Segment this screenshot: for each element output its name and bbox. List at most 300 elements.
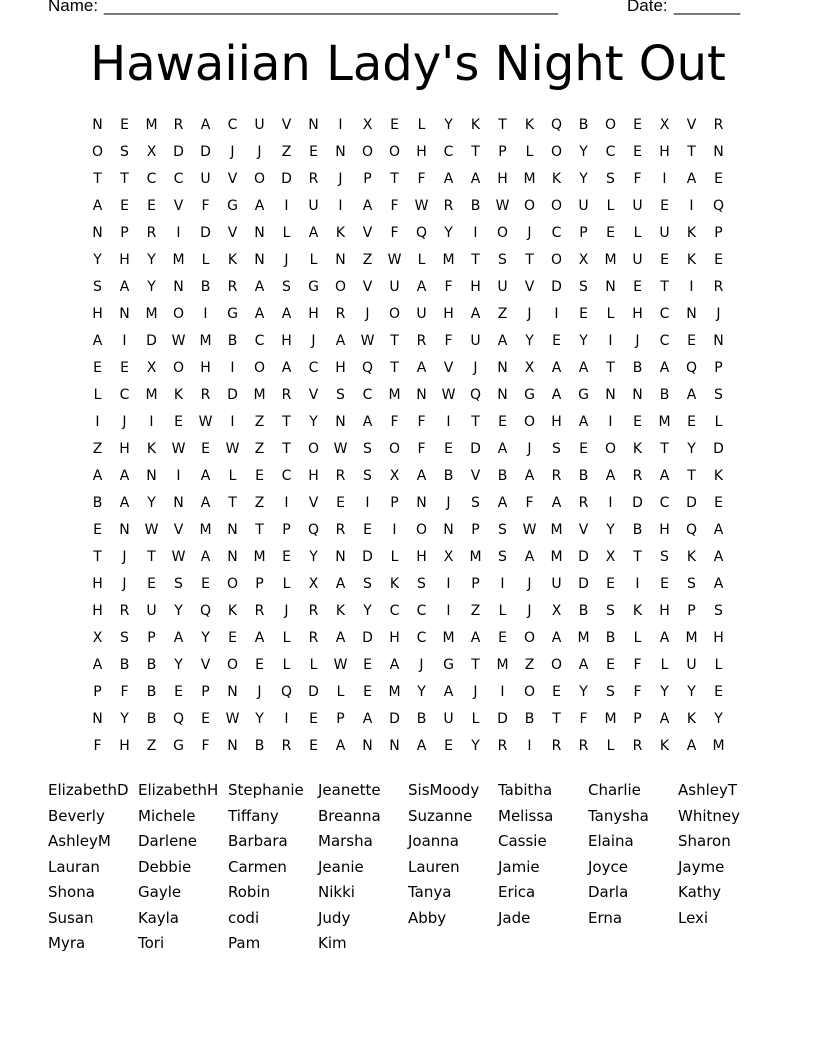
grid-letter: V — [362, 279, 373, 295]
grid-letter: A — [686, 387, 697, 403]
grid-letter: O — [604, 441, 617, 457]
grid-letter: E — [444, 441, 453, 457]
grid-letter: J — [257, 684, 262, 700]
grid-letter: Z — [92, 441, 103, 457]
grid-letter: A — [254, 198, 265, 214]
grid-letter: S — [120, 630, 129, 646]
grid-letter: E — [714, 171, 723, 187]
grid-letter: E — [606, 576, 615, 592]
grid-letter: N — [443, 522, 454, 538]
grid-letter: Y — [174, 603, 183, 619]
grid-letter: A — [416, 279, 427, 295]
grid-letter: C — [254, 333, 265, 349]
grid-letter: P — [201, 684, 210, 700]
grid-letter: E — [390, 117, 399, 133]
word-list — [48, 778, 768, 958]
grid-letter: F — [444, 333, 453, 349]
grid-letter: O — [226, 576, 239, 592]
word-list-item: SisMoody — [408, 781, 480, 799]
grid-letter: T — [471, 657, 480, 673]
grid-letter: A — [389, 657, 400, 673]
word-list-item: Shona — [48, 883, 95, 901]
grid-letter: K — [632, 441, 643, 457]
grid-letter: X — [551, 603, 562, 619]
grid-letter: A — [659, 468, 670, 484]
grid-letter: D — [578, 549, 589, 565]
grid-letter: N — [227, 684, 238, 700]
grid-letter: I — [284, 495, 289, 511]
word-list-item: Lauran — [48, 857, 100, 876]
grid-letter: E — [201, 576, 210, 592]
grid-letter: R — [335, 306, 346, 322]
grid-letter: Z — [146, 738, 157, 754]
grid-letter: H — [551, 414, 562, 430]
grid-letter: E — [282, 549, 291, 565]
grid-letter: N — [92, 117, 103, 133]
grid-letter: T — [606, 360, 615, 376]
grid-letter: B — [605, 630, 616, 646]
grid-letter: D — [470, 441, 481, 457]
grid-letter: K — [686, 252, 697, 268]
grid-letter: C — [173, 171, 184, 187]
grid-letter: W — [333, 657, 348, 673]
grid-letter: N — [605, 387, 616, 403]
grid-letter: E — [498, 630, 507, 646]
grid-letter: B — [254, 738, 265, 754]
grid-letter: E — [255, 657, 264, 673]
grid-letter: P — [498, 144, 507, 160]
grid-letter: W — [414, 198, 429, 214]
grid-letter: A — [470, 630, 481, 646]
grid-letter: M — [523, 171, 536, 187]
grid-letter: I — [95, 414, 100, 430]
grid-letter: S — [363, 576, 372, 592]
page-title: Hawaiian Lady's Night Out — [90, 36, 726, 92]
grid-letter: K — [146, 441, 157, 457]
grid-letter: O — [496, 225, 509, 241]
grid-letter: I — [662, 171, 667, 187]
grid-letter: O — [226, 657, 239, 673]
grid-letter: X — [578, 252, 589, 268]
word-list-item: Barbara — [228, 832, 288, 850]
grid-letter: A — [335, 738, 346, 754]
grid-letter: J — [527, 576, 532, 592]
grid-letter: J — [284, 603, 289, 619]
grid-letter: M — [388, 684, 401, 700]
grid-letter: E — [579, 441, 588, 457]
grid-letter: R — [551, 468, 562, 484]
grid-letter: A — [92, 468, 103, 484]
grid-letter: Z — [281, 144, 292, 160]
grid-letter: Q — [172, 711, 185, 727]
grid-letter: P — [471, 576, 480, 592]
grid-letter: F — [525, 495, 534, 511]
grid-letter: M — [685, 630, 698, 646]
grid-letter: F — [120, 684, 129, 700]
grid-letter: K — [524, 117, 535, 133]
grid-letter: H — [119, 738, 130, 754]
grid-letter: O — [388, 441, 401, 457]
grid-letter: S — [606, 684, 615, 700]
grid-letter: K — [686, 711, 697, 727]
grid-letter: C — [227, 117, 238, 133]
grid-letter: T — [228, 495, 237, 511]
grid-letter: I — [176, 468, 181, 484]
grid-letter: D — [146, 333, 157, 349]
grid-letter: P — [390, 495, 399, 511]
grid-letter: N — [254, 225, 265, 241]
grid-letter: I — [608, 414, 613, 430]
grid-letter: L — [309, 252, 318, 268]
word-list-item: codi — [228, 908, 260, 927]
grid-letter: A — [92, 198, 103, 214]
grid-letter: C — [119, 387, 130, 403]
grid-letter: O — [523, 630, 536, 646]
grid-letter: Z — [254, 495, 265, 511]
grid-letter: V — [227, 225, 238, 241]
grid-letter: A — [416, 468, 427, 484]
grid-letter: P — [120, 225, 129, 241]
grid-letter: D — [227, 387, 238, 403]
grid-letter: A — [551, 495, 562, 511]
grid-letter: B — [146, 711, 157, 727]
grid-letter: I — [554, 306, 559, 322]
grid-letter: J — [365, 306, 370, 322]
grid-letter: W — [495, 198, 510, 214]
grid-letter: O — [172, 360, 185, 376]
grid-letter: A — [416, 360, 427, 376]
grid-letter: C — [146, 171, 157, 187]
grid-letter: I — [338, 198, 343, 214]
grid-letter: A — [362, 711, 373, 727]
grid-letter: Z — [362, 252, 373, 268]
grid-letter: J — [122, 576, 127, 592]
grid-letter: E — [606, 225, 615, 241]
grid-letter: W — [522, 522, 537, 538]
grid-letter: I — [608, 333, 613, 349]
grid-letter: M — [577, 630, 590, 646]
grid-letter: E — [687, 414, 696, 430]
word-list-item: Susan — [48, 908, 94, 927]
grid-letter: A — [443, 684, 454, 700]
word-list-item: Cassie — [498, 832, 547, 850]
grid-letter: J — [716, 306, 721, 322]
grid-letter: O — [388, 306, 401, 322]
grid-letter: O — [253, 360, 266, 376]
grid-letter: T — [390, 171, 399, 187]
grid-letter: B — [578, 468, 589, 484]
grid-letter: K — [173, 387, 184, 403]
grid-letter: N — [416, 387, 427, 403]
grid-letter: E — [552, 333, 561, 349]
letter-grid — [84, 112, 732, 760]
grid-letter: P — [633, 711, 642, 727]
grid-letter: N — [119, 522, 130, 538]
grid-letter: H — [308, 468, 319, 484]
grid-letter: W — [198, 414, 213, 430]
grid-letter: R — [578, 495, 589, 511]
grid-letter: K — [227, 603, 238, 619]
word-list-item: Kayla — [138, 908, 180, 927]
grid-letter: S — [606, 603, 615, 619]
grid-letter: R — [308, 603, 319, 619]
grid-letter: S — [498, 522, 507, 538]
grid-letter: L — [282, 225, 291, 241]
grid-letter: E — [714, 252, 723, 268]
grid-letter: E — [174, 414, 183, 430]
grid-letter: C — [416, 630, 427, 646]
grid-letter: V — [524, 279, 535, 295]
word-list-item: Erna — [588, 908, 623, 927]
grid-letter: K — [470, 117, 481, 133]
grid-letter: J — [473, 684, 478, 700]
grid-letter: E — [363, 684, 372, 700]
word-list-item: Charlie — [588, 781, 641, 799]
grid-letter: O — [415, 522, 428, 538]
grid-letter: T — [390, 360, 399, 376]
grid-letter: H — [119, 441, 130, 457]
grid-letter: Q — [415, 225, 428, 241]
grid-letter: N — [713, 144, 724, 160]
grid-letter: A — [119, 468, 130, 484]
grid-letter: D — [497, 711, 508, 727]
grid-letter: Y — [174, 657, 183, 673]
grid-letter: T — [147, 549, 156, 565]
grid-letter: E — [93, 522, 102, 538]
grid-letter: A — [713, 522, 724, 538]
grid-letter: V — [362, 225, 373, 241]
grid-letter: T — [93, 171, 102, 187]
grid-letter: O — [172, 306, 185, 322]
grid-letter: A — [335, 576, 346, 592]
grid-letter: I — [284, 198, 289, 214]
word-list-item: Melissa — [498, 806, 554, 825]
grid-letter: T — [471, 414, 480, 430]
grid-letter: K — [335, 225, 346, 241]
grid-letter: F — [417, 171, 426, 187]
grid-letter: Q — [685, 360, 698, 376]
grid-letter: L — [633, 630, 642, 646]
grid-letter: I — [365, 495, 370, 511]
grid-letter: L — [309, 657, 318, 673]
grid-letter: X — [362, 117, 373, 133]
grid-letter: E — [309, 738, 318, 754]
grid-letter: W — [225, 711, 240, 727]
grid-letter: A — [416, 738, 427, 754]
grid-letter: K — [632, 603, 643, 619]
word-list-item: Jamie — [498, 857, 540, 876]
grid-letter: E — [633, 117, 642, 133]
grid-letter: A — [470, 306, 481, 322]
grid-letter: P — [687, 603, 696, 619]
grid-letter: Y — [147, 279, 156, 295]
grid-letter: E — [714, 495, 723, 511]
grid-letter: E — [660, 576, 669, 592]
grid-letter: Y — [309, 549, 318, 565]
grid-letter: C — [659, 495, 670, 511]
word-list-item: Jayme — [678, 857, 725, 876]
grid-letter: A — [254, 279, 265, 295]
grid-letter: G — [173, 738, 184, 754]
grid-letter: A — [92, 333, 103, 349]
grid-letter: K — [686, 225, 697, 241]
grid-letter: Y — [120, 711, 129, 727]
grid-letter: V — [308, 495, 319, 511]
grid-letter: A — [551, 630, 562, 646]
grid-letter: V — [173, 522, 184, 538]
word-list-item: AshleyT — [678, 781, 738, 799]
grid-letter: S — [660, 549, 669, 565]
grid-letter: H — [443, 306, 454, 322]
grid-letter: E — [201, 441, 210, 457]
grid-letter: X — [308, 576, 319, 592]
grid-letter: P — [282, 522, 291, 538]
grid-letter: H — [632, 306, 643, 322]
grid-letter: L — [93, 387, 102, 403]
grid-letter: T — [282, 441, 291, 457]
date-field-line: _______ — [674, 0, 741, 15]
grid-letter: O — [361, 144, 374, 160]
grid-letter: I — [338, 117, 343, 133]
grid-letter: E — [606, 657, 615, 673]
grid-letter: W — [387, 252, 402, 268]
grid-letter: U — [497, 279, 508, 295]
grid-letter: I — [527, 738, 532, 754]
grid-letter: J — [527, 603, 532, 619]
grid-letter: Y — [309, 414, 318, 430]
grid-letter: N — [173, 279, 184, 295]
grid-letter: J — [284, 252, 289, 268]
grid-letter: V — [173, 198, 184, 214]
grid-letter: I — [500, 684, 505, 700]
grid-letter: C — [416, 603, 427, 619]
grid-letter: T — [660, 279, 669, 295]
grid-letter: R — [713, 279, 724, 295]
grid-letter: E — [444, 738, 453, 754]
grid-letter: A — [92, 657, 103, 673]
grid-letter: G — [524, 387, 535, 403]
grid-letter: H — [281, 333, 292, 349]
grid-letter: M — [199, 522, 212, 538]
grid-letter: Z — [497, 306, 508, 322]
grid-letter: Y — [201, 630, 210, 646]
word-list-item: Beverly — [48, 806, 105, 825]
grid-letter: U — [686, 657, 697, 673]
grid-letter: B — [119, 657, 130, 673]
word-list-item: Tanysha — [588, 806, 649, 825]
grid-letter: N — [416, 495, 427, 511]
grid-letter: A — [497, 333, 508, 349]
grid-letter: L — [390, 549, 399, 565]
grid-letter: B — [227, 333, 238, 349]
grid-letter: Y — [687, 441, 696, 457]
grid-letter: Y — [579, 171, 588, 187]
word-list-item: ElizabethH — [138, 781, 219, 799]
grid-letter: A — [605, 468, 616, 484]
grid-letter: O — [550, 657, 563, 673]
grid-letter: L — [498, 603, 507, 619]
grid-letter: R — [551, 738, 562, 754]
grid-letter: C — [605, 144, 616, 160]
grid-letter: A — [578, 360, 589, 376]
grid-letter: L — [228, 468, 237, 484]
grid-letter: H — [713, 630, 724, 646]
name-field-line: ________________________________________________ — [104, 0, 558, 15]
word-list-item: Breanna — [318, 806, 381, 825]
grid-letter: J — [527, 306, 532, 322]
grid-letter: T — [282, 414, 291, 430]
grid-letter: Y — [660, 684, 669, 700]
grid-letter: H — [335, 360, 346, 376]
grid-letter: Q — [712, 198, 725, 214]
grid-letter: S — [120, 144, 129, 160]
grid-letter: O — [604, 117, 617, 133]
grid-letter: A — [470, 171, 481, 187]
grid-letter: E — [120, 117, 129, 133]
word-list-item: ElizabethD — [48, 781, 129, 799]
word-list-item: Jeanette — [318, 781, 381, 799]
grid-letter: S — [363, 468, 372, 484]
grid-letter: N — [497, 360, 508, 376]
grid-letter: Y — [417, 684, 426, 700]
grid-letter: D — [173, 144, 184, 160]
grid-letter: R — [443, 198, 454, 214]
grid-letter: F — [201, 198, 210, 214]
grid-letter: R — [497, 738, 508, 754]
grid-letter: A — [281, 306, 292, 322]
grid-letter: R — [416, 333, 427, 349]
grid-letter: E — [174, 684, 183, 700]
grid-letter: L — [714, 657, 723, 673]
grid-letter: W — [144, 522, 159, 538]
grid-letter: F — [390, 198, 399, 214]
grid-letter: H — [659, 522, 670, 538]
grid-letter: X — [443, 549, 454, 565]
grid-letter: U — [551, 576, 562, 592]
grid-letter: N — [335, 252, 346, 268]
grid-letter: C — [281, 468, 292, 484]
grid-letter: V — [281, 117, 292, 133]
grid-letter: N — [632, 387, 643, 403]
grid-letter: H — [659, 603, 670, 619]
grid-letter: E — [579, 306, 588, 322]
grid-letter: A — [497, 495, 508, 511]
grid-letter: A — [659, 360, 670, 376]
grid-letter: C — [659, 333, 670, 349]
grid-letter: F — [417, 414, 426, 430]
grid-letter: B — [578, 117, 589, 133]
grid-letter: R — [308, 630, 319, 646]
grid-letter: Y — [525, 333, 534, 349]
grid-letter: L — [282, 657, 291, 673]
grid-letter: S — [552, 441, 561, 457]
grid-letter: E — [633, 144, 642, 160]
grid-letter: R — [335, 468, 346, 484]
grid-letter: N — [335, 414, 346, 430]
grid-letter: F — [390, 414, 399, 430]
grid-letter: A — [659, 630, 670, 646]
grid-letter: F — [633, 657, 642, 673]
grid-letter: R — [281, 738, 292, 754]
grid-letter: E — [120, 198, 129, 214]
grid-letter: A — [200, 549, 211, 565]
grid-letter: K — [686, 549, 697, 565]
grid-letter: S — [687, 576, 696, 592]
grid-letter: Z — [254, 414, 265, 430]
grid-letter: P — [363, 171, 372, 187]
grid-letter: F — [444, 279, 453, 295]
grid-letter: X — [659, 117, 670, 133]
